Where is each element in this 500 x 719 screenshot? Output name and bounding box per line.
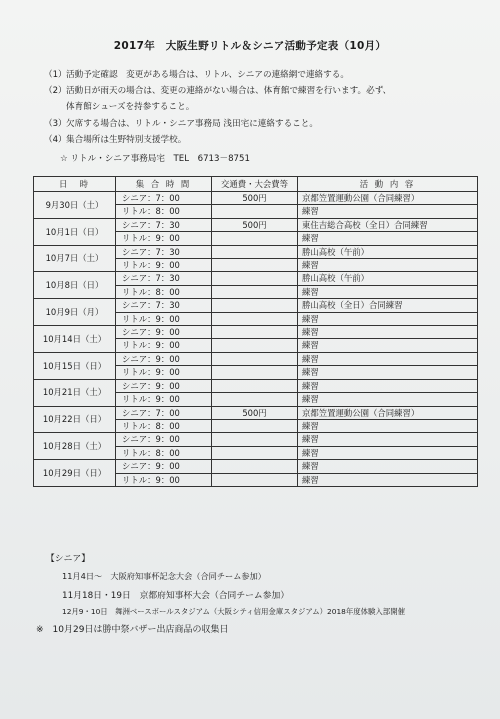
- note-2-continued: 体育館シューズを持参すること。: [66, 102, 195, 112]
- senior-activity-cell: 東住吉総合高校（全日）合同練習: [298, 218, 478, 231]
- senior-time-cell: シニア：7：30: [116, 299, 212, 312]
- senior-time-cell: シニア：9：00: [116, 460, 212, 473]
- little-activity-cell: 練習: [298, 473, 478, 486]
- little-activity-cell: 練習: [298, 312, 478, 325]
- date-cell: 10月14日（土）: [34, 326, 116, 353]
- little-time-cell: リトル：9：00: [116, 366, 212, 379]
- little-time-cell: リトル：8：00: [116, 446, 212, 459]
- senior-fee-cell: 500円: [212, 406, 298, 419]
- schedule-table: [33, 176, 478, 487]
- little-fee-cell: [212, 393, 298, 406]
- senior-fee-cell: [212, 299, 298, 312]
- table-header-row: [34, 177, 478, 192]
- table-row: [34, 379, 478, 392]
- little-activity-cell: 練習: [298, 366, 478, 379]
- little-fee-cell: [212, 285, 298, 298]
- date-cell: 10月1日（日）: [34, 218, 116, 245]
- header-activity: 活 動 内 容: [298, 177, 478, 192]
- senior-activity-cell: 京都笠置運動公園（合同練習）: [298, 406, 478, 419]
- little-fee-cell: [212, 446, 298, 459]
- little-fee-cell: [212, 259, 298, 272]
- little-time-cell: リトル：9：00: [116, 232, 212, 245]
- little-activity-cell: 練習: [298, 419, 478, 432]
- table-row: [34, 245, 478, 258]
- note-2: （2）活動日が雨天の場合は、変更の連絡がない場合は、体育館で練習を行います。必ず、: [44, 86, 392, 96]
- little-activity-cell: 練習: [298, 339, 478, 352]
- little-fee-cell: [212, 232, 298, 245]
- header-date: 日 時: [34, 177, 116, 192]
- footer-heading: 【シニア】: [46, 554, 90, 564]
- date-cell: 10月21日（土）: [34, 379, 116, 406]
- senior-time-cell: シニア：9：00: [116, 326, 212, 339]
- header-meeting-time: 集 合 時 間: [116, 177, 212, 192]
- table-row: [34, 272, 478, 285]
- senior-activity-cell: 勝山高校（午前）: [298, 272, 478, 285]
- senior-activity-cell: 練習: [298, 460, 478, 473]
- date-cell: 10月7日（土）: [34, 245, 116, 272]
- senior-fee-cell: 500円: [212, 218, 298, 231]
- senior-time-cell: シニア：7：30: [116, 272, 212, 285]
- senior-activity-cell: 練習: [298, 352, 478, 365]
- footer-line-3: 12月9・10日 舞洲ベースボールスタジアム（大阪シティ信用金庫スタジアム）2018年度体験入部開催: [62, 607, 405, 616]
- senior-activity-cell: 練習: [298, 379, 478, 392]
- senior-time-cell: シニア：9：00: [116, 352, 212, 365]
- table-row: [34, 326, 478, 339]
- little-time-cell: リトル：9：00: [116, 393, 212, 406]
- little-time-cell: リトル：9：00: [116, 473, 212, 486]
- senior-time-cell: シニア：7：30: [116, 218, 212, 231]
- table-row: [34, 433, 478, 446]
- page-title: 2017年 大阪生野リトル＆シニア活動予定表（10月）: [113, 40, 387, 52]
- little-fee-cell: [212, 205, 298, 218]
- header-fee: 交通費・大会費等: [212, 177, 298, 192]
- little-time-cell: リトル：9：00: [116, 312, 212, 325]
- little-activity-cell: 練習: [298, 446, 478, 459]
- senior-time-cell: シニア：9：00: [116, 433, 212, 446]
- date-cell: 10月9日（月）: [34, 299, 116, 326]
- note-3: （3）欠席する場合は、リトル・シニア事務局 浅田宅に連絡すること。: [44, 119, 318, 129]
- senior-time-cell: シニア：7：00: [116, 192, 212, 205]
- date-cell: 10月29日（日）: [34, 460, 116, 487]
- little-time-cell: リトル：8：00: [116, 419, 212, 432]
- little-fee-cell: [212, 366, 298, 379]
- little-activity-cell: 練習: [298, 205, 478, 218]
- table-row: [34, 352, 478, 365]
- table-row: [34, 192, 478, 205]
- date-cell: 10月28日（土）: [34, 433, 116, 460]
- table-row: [34, 299, 478, 312]
- senior-activity-cell: 京都笠置運動公園（合同練習）: [298, 192, 478, 205]
- little-time-cell: リトル：8：00: [116, 205, 212, 218]
- senior-fee-cell: 500円: [212, 192, 298, 205]
- footer-line-2: 11月18日・19日 京都府知事杯大会（合同チーム参加）: [62, 591, 290, 601]
- contact-line: ☆ リトル・シニア事務局宅 TEL 6713－8751: [60, 154, 250, 164]
- table-row: [34, 218, 478, 231]
- senior-activity-cell: 練習: [298, 433, 478, 446]
- note-4: （4）集合場所は生野特別支援学校。: [44, 135, 187, 145]
- senior-time-cell: シニア：7：30: [116, 245, 212, 258]
- senior-fee-cell: [212, 272, 298, 285]
- senior-fee-cell: [212, 245, 298, 258]
- senior-fee-cell: [212, 326, 298, 339]
- footer-line-1: 11月4日～ 大阪府知事杯記念大会（合同チーム参加）: [62, 571, 266, 581]
- date-cell: 10月22日（日）: [34, 406, 116, 433]
- date-cell: 10月15日（日）: [34, 352, 116, 379]
- little-fee-cell: [212, 339, 298, 352]
- senior-fee-cell: [212, 352, 298, 365]
- little-activity-cell: 練習: [298, 232, 478, 245]
- little-activity-cell: 練習: [298, 259, 478, 272]
- senior-fee-cell: [212, 433, 298, 446]
- senior-activity-cell: 勝山高校（全日）合同練習: [298, 299, 478, 312]
- table-row: [34, 460, 478, 473]
- senior-fee-cell: [212, 460, 298, 473]
- little-activity-cell: 練習: [298, 285, 478, 298]
- little-fee-cell: [212, 473, 298, 486]
- senior-time-cell: シニア：7：00: [116, 406, 212, 419]
- table-row: [34, 406, 478, 419]
- little-fee-cell: [212, 312, 298, 325]
- little-activity-cell: 練習: [298, 393, 478, 406]
- little-time-cell: リトル：9：00: [116, 339, 212, 352]
- note-1: （1）活動予定確認 変更がある場合は、リトル、シニアの連絡網で連絡する。: [44, 70, 349, 80]
- date-cell: 10月8日（日）: [34, 272, 116, 299]
- senior-activity-cell: 勝山高校（午前）: [298, 245, 478, 258]
- senior-time-cell: シニア：9：00: [116, 379, 212, 392]
- date-cell: 9月30日（土）: [34, 192, 116, 219]
- little-time-cell: リトル：8：00: [116, 285, 212, 298]
- senior-fee-cell: [212, 379, 298, 392]
- little-fee-cell: [212, 419, 298, 432]
- senior-activity-cell: 練習: [298, 326, 478, 339]
- footer-note: ※ 10月29日は勝中祭バザー出店商品の収集日: [36, 625, 229, 635]
- little-time-cell: リトル：9：00: [116, 259, 212, 272]
